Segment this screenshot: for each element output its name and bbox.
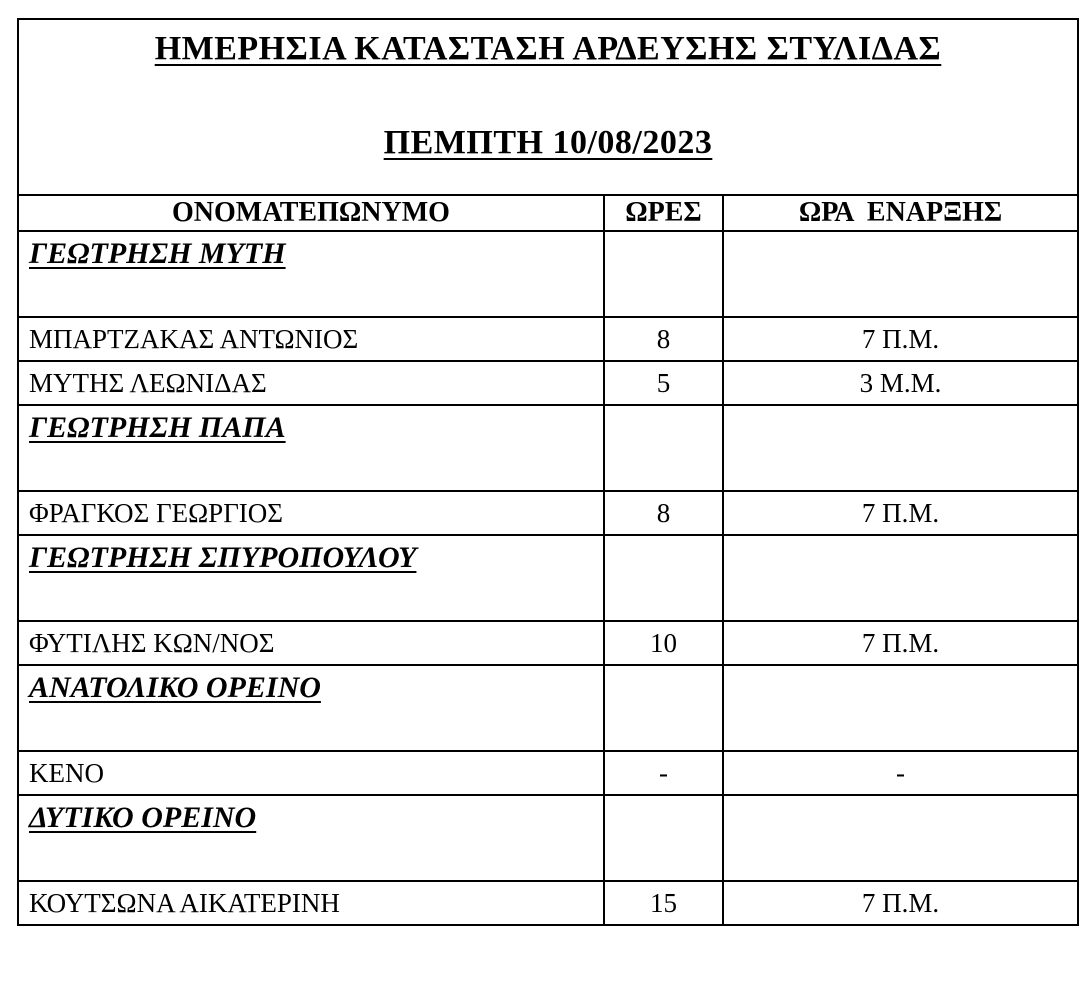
worker-name: ΜΠΑΡΤΖΑΚΑΣ ΑΝΤΩΝΙΟΣ xyxy=(18,317,604,361)
worker-start-time: 7 Π.Μ. xyxy=(723,881,1078,925)
worker-hours: 8 xyxy=(604,491,723,535)
section-name: ΔΥΤΙΚΟ ΟΡΕΙΝΟ xyxy=(29,801,257,834)
section-hours-cell xyxy=(604,231,723,317)
worker-hours: 15 xyxy=(604,881,723,925)
section-name: ΓΕΩΤΡΗΣΗ ΣΠΥΡΟΠΟΥΛΟΥ xyxy=(29,541,417,574)
section-name-cell xyxy=(18,665,604,751)
worker-start-time: 3 Μ.Μ. xyxy=(723,361,1078,405)
worker-name: ΚΕΝΟ xyxy=(18,751,604,795)
section-name-cell xyxy=(18,795,604,881)
worker-start-time: 7 Π.Μ. xyxy=(723,317,1078,361)
column-header-row xyxy=(18,195,1078,231)
table-row xyxy=(18,491,1078,535)
section-row xyxy=(18,665,1078,751)
table-row xyxy=(18,881,1078,925)
table-row xyxy=(18,361,1078,405)
document-date: ΠΕΜΠΤΗ 10/08/2023 xyxy=(383,124,713,161)
worker-name: ΦΡΑΓΚΟΣ ΓΕΩΡΓΙΟΣ xyxy=(18,491,604,535)
worker-hours: 10 xyxy=(604,621,723,665)
table-body xyxy=(18,231,1078,925)
column-header-hours: ΩΡΕΣ xyxy=(604,195,723,231)
section-start-cell xyxy=(723,535,1078,621)
section-hours-cell xyxy=(604,535,723,621)
worker-hours: 8 xyxy=(604,317,723,361)
section-row xyxy=(18,231,1078,317)
title-cell xyxy=(18,19,1078,195)
section-name-cell xyxy=(18,405,604,491)
section-start-cell xyxy=(723,665,1078,751)
worker-start-time: - xyxy=(723,751,1078,795)
irrigation-document xyxy=(17,18,1077,926)
table-row xyxy=(18,751,1078,795)
worker-name: ΜΥΤΗΣ ΛΕΩΝΙΔΑΣ xyxy=(18,361,604,405)
section-name-cell xyxy=(18,535,604,621)
section-hours-cell xyxy=(604,665,723,751)
section-name: ΑΝΑΤΟΛΙΚΟ ΟΡΕΙΝΟ xyxy=(29,671,321,704)
worker-name: ΦΥΤΙΛΗΣ ΚΩΝ/ΝΟΣ xyxy=(18,621,604,665)
worker-start-time: 7 Π.Μ. xyxy=(723,491,1078,535)
worker-name: ΚΟΥΤΣΩΝΑ ΑΙΚΑΤΕΡΙΝΗ xyxy=(18,881,604,925)
column-header-name: ΟΝΟΜΑΤΕΠΩΝΥΜΟ xyxy=(18,195,604,231)
section-row xyxy=(18,795,1078,881)
worker-start-time: 7 Π.Μ. xyxy=(723,621,1078,665)
table-row xyxy=(18,317,1078,361)
section-row xyxy=(18,405,1078,491)
section-name: ΓΕΩΤΡΗΣΗ ΜΥΤΗ xyxy=(29,237,286,270)
section-start-cell xyxy=(723,795,1078,881)
section-name: ΓΕΩΤΡΗΣΗ ΠΑΠΑ xyxy=(29,411,286,444)
section-row xyxy=(18,535,1078,621)
worker-hours: - xyxy=(604,751,723,795)
table-row xyxy=(18,621,1078,665)
section-hours-cell xyxy=(604,795,723,881)
section-start-cell xyxy=(723,405,1078,491)
worker-hours: 5 xyxy=(604,361,723,405)
section-start-cell xyxy=(723,231,1078,317)
section-hours-cell xyxy=(604,405,723,491)
column-header-start: ΩΡΑ ΕΝΑΡΞΗΣ xyxy=(723,195,1078,231)
document-title: ΗΜΕΡΗΣΙΑ ΚΑΤΑΣΤΑΣΗ ΑΡΔΕΥΣΗΣ ΣΤΥΛΙΔΑΣ xyxy=(154,30,942,67)
irrigation-table xyxy=(17,18,1079,926)
section-name-cell xyxy=(18,231,604,317)
